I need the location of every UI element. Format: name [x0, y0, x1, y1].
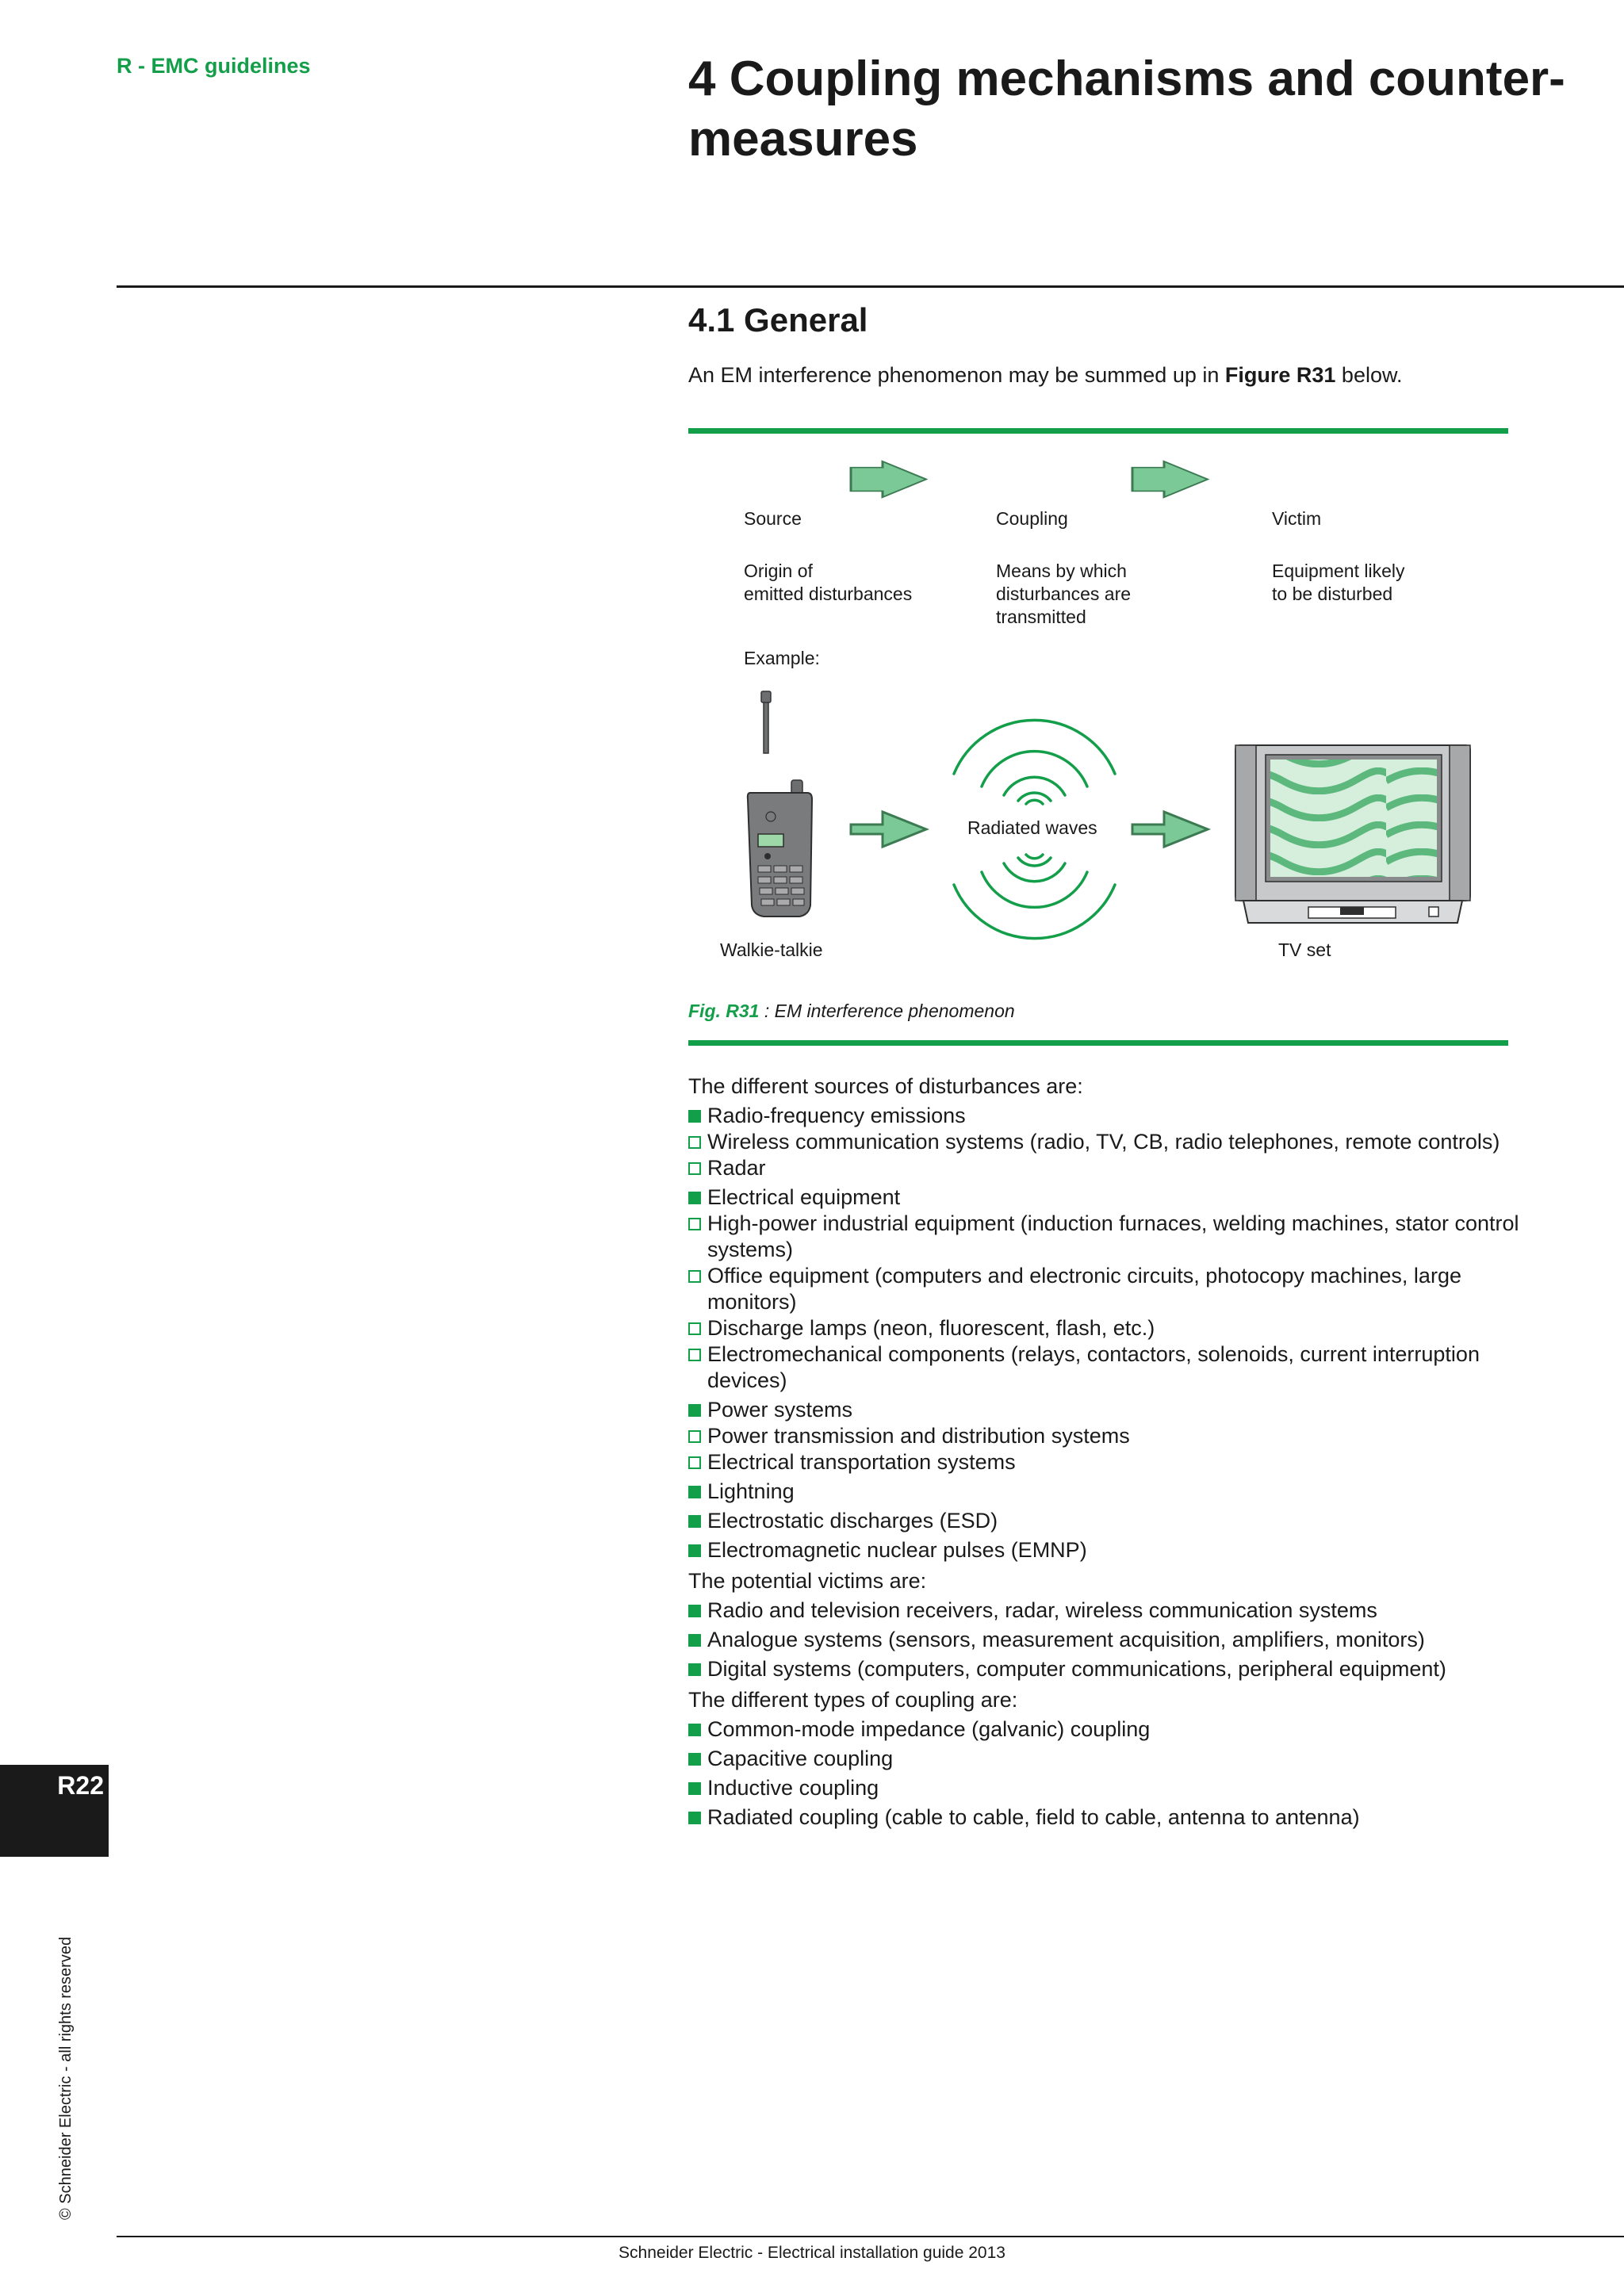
list-item	[688, 1627, 1521, 1653]
list-item-text: Radar	[707, 1156, 766, 1180]
filled-square-bullet-icon	[688, 1110, 701, 1123]
hollow-square-bullet-icon	[688, 1162, 701, 1175]
filled-square-bullet-icon	[688, 1724, 701, 1736]
walkie-talkie-label: Walkie-talkie	[720, 939, 823, 960]
hollow-square-bullet-icon	[688, 1136, 701, 1149]
list-item-text: Radio-frequency emissions	[707, 1104, 966, 1127]
arrow-right-icon	[851, 461, 926, 497]
victim-desc-line: to be disturbed	[1272, 584, 1393, 604]
list-item	[688, 1598, 1521, 1624]
list-item	[688, 1263, 1521, 1315]
hollow-square-bullet-icon	[688, 1430, 701, 1443]
figure-bottom-rule	[688, 1040, 1508, 1046]
body-text	[688, 1073, 1521, 1831]
coupling-list	[688, 1716, 1521, 1831]
list-item	[688, 1155, 1521, 1181]
tv-set-icon	[1235, 745, 1470, 923]
radiated-waves-label: Radiated waves	[967, 817, 1097, 838]
arrow-right-icon	[1132, 461, 1208, 497]
arrow-right-icon	[851, 812, 926, 847]
list-item-text: Wireless communication systems (radio, TV, CB, radio telephones, remote controls)	[707, 1130, 1500, 1154]
list-item-text: Power systems	[707, 1398, 853, 1422]
example-label: Example:	[744, 648, 820, 668]
filled-square-bullet-icon	[688, 1782, 701, 1795]
coupling-desc-line: disturbances are	[996, 584, 1132, 604]
section-heading: 4.1 General	[688, 301, 868, 339]
copyright-notice: © Schneider Electric - all rights reserved	[57, 1936, 75, 2220]
list-item	[688, 1746, 1521, 1772]
list-item	[688, 1716, 1521, 1743]
filled-square-bullet-icon	[688, 1192, 701, 1204]
list-item-text: High-power industrial equipment (induction furnaces, welding machines, stator control systems)	[707, 1211, 1519, 1261]
walkie-talkie-icon	[748, 691, 812, 916]
list-item-text: Radiated coupling (cable to cable, field to cable, antenna to antenna)	[707, 1805, 1360, 1829]
list-item	[688, 1656, 1521, 1682]
list-item	[688, 1397, 1521, 1423]
filled-square-bullet-icon	[688, 1544, 701, 1557]
list-item	[688, 1449, 1521, 1475]
figure-caption: Fig. R31 : EM interference phenomenon	[688, 1001, 1015, 1021]
source-label: Source	[744, 508, 802, 529]
arrow-right-icon	[1132, 812, 1208, 847]
hollow-square-bullet-icon	[688, 1349, 701, 1361]
filled-square-bullet-icon	[688, 1634, 701, 1647]
coupling-intro: The different types of coupling are:	[688, 1688, 1018, 1712]
filled-square-bullet-icon	[688, 1605, 701, 1617]
list-item	[688, 1341, 1521, 1394]
page-footer: Schneider Electric - Electrical installation guide 2013	[619, 2244, 1005, 2262]
list-item-text: Digital systems (computers, computer communications, peripheral equipment)	[707, 1657, 1446, 1681]
list-item-text: Power transmission and distribution systems	[707, 1424, 1130, 1448]
coupling-desc-line: Means by which	[996, 561, 1127, 581]
figure-r31	[688, 444, 1508, 1031]
list-item-text: Analogue systems (sensors, measurement acquisition, amplifiers, monitors)	[707, 1628, 1425, 1651]
list-item-text: Discharge lamps (neon, fluorescent, flash, etc.)	[707, 1316, 1155, 1340]
list-item-text: Electrical equipment	[707, 1185, 901, 1209]
victim-desc-line: Equipment likely	[1272, 561, 1405, 581]
victims-intro: The potential victims are:	[688, 1569, 927, 1593]
hollow-square-bullet-icon	[688, 1270, 701, 1283]
hollow-square-bullet-icon	[688, 1322, 701, 1335]
list-item	[688, 1804, 1521, 1831]
victims-list	[688, 1598, 1521, 1682]
list-item	[688, 1103, 1521, 1129]
list-item	[688, 1479, 1521, 1505]
list-item-text: Electrostatic discharges (ESD)	[707, 1509, 998, 1533]
sources-intro: The different sources of disturbances are:	[688, 1074, 1083, 1098]
source-desc-line: emitted disturbances	[744, 584, 913, 604]
hollow-square-bullet-icon	[688, 1456, 701, 1469]
victim-label: Victim	[1272, 508, 1322, 529]
coupling-desc-line: transmitted	[996, 607, 1086, 627]
filled-square-bullet-icon	[688, 1812, 701, 1824]
list-item-text: Lightning	[707, 1479, 795, 1503]
list-item	[688, 1537, 1521, 1563]
figure-top-rule	[688, 428, 1508, 434]
filled-square-bullet-icon	[688, 1404, 701, 1417]
tv-set-label: TV set	[1278, 939, 1331, 960]
list-item	[688, 1315, 1521, 1341]
list-item	[688, 1775, 1521, 1801]
figure-reference[interactable]: Figure R31	[1224, 363, 1336, 387]
source-desc-line: Origin of	[744, 561, 813, 581]
list-item-text: Capacitive coupling	[707, 1747, 894, 1770]
list-item-text: Electrical transportation systems	[707, 1450, 1016, 1474]
section-label: R - EMC guidelines	[117, 54, 311, 78]
list-item	[688, 1184, 1521, 1211]
filled-square-bullet-icon	[688, 1486, 701, 1498]
figure-graphics	[688, 444, 1508, 999]
list-item-text: Common-mode impedance (galvanic) coupling	[707, 1717, 1151, 1741]
list-item	[688, 1129, 1521, 1155]
list-item-text: Electromagnetic nuclear pulses (EMNP)	[707, 1538, 1087, 1562]
chapter-title: 4 Coupling mechanisms and counter-measures	[688, 52, 1565, 166]
list-item	[688, 1423, 1521, 1449]
top-rule	[117, 285, 1624, 288]
list-item	[688, 1508, 1521, 1534]
list-item	[688, 1211, 1521, 1263]
hollow-square-bullet-icon	[688, 1218, 701, 1230]
filled-square-bullet-icon	[688, 1663, 701, 1676]
filled-square-bullet-icon	[688, 1515, 701, 1528]
list-item-text: Inductive coupling	[707, 1776, 879, 1800]
list-item-text: Electromechanical components (relays, contactors, solenoids, current interruption devices)	[707, 1342, 1480, 1392]
filled-square-bullet-icon	[688, 1753, 701, 1766]
list-item-text: Office equipment (computers and electronic circuits, photocopy machines, large monitors)	[707, 1264, 1461, 1314]
bottom-rule	[117, 2236, 1624, 2237]
intro-paragraph: An EM interference phenomenon may be summed up in Figure R31 below.	[688, 363, 1403, 387]
page-number-tab: R22	[0, 1765, 109, 1857]
sources-list	[688, 1103, 1521, 1563]
coupling-label: Coupling	[996, 508, 1068, 529]
list-item-text: Radio and television receivers, radar, wireless communication systems	[707, 1598, 1377, 1622]
